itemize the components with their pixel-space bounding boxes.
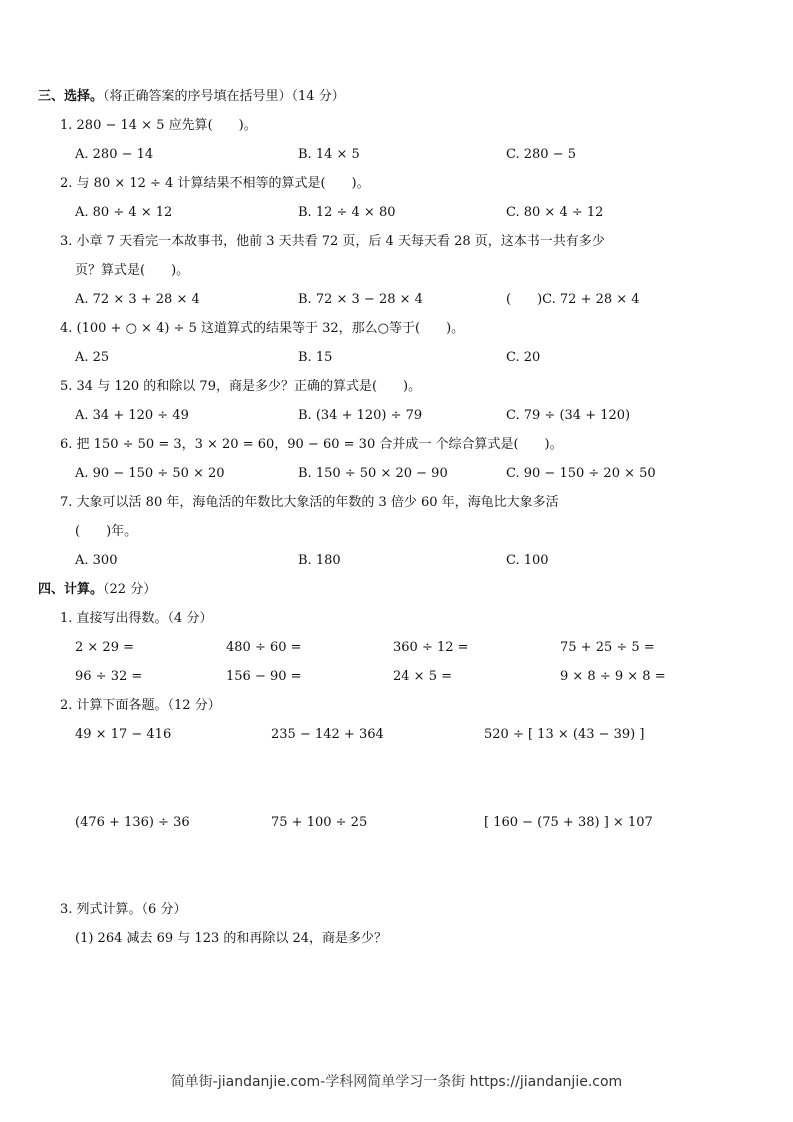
question-2-option-b: B. 12 ÷ 4 × 80	[298, 205, 396, 220]
question-4-stem: 4. (100 + ○ × 4) ÷ 5 这道算式的结果等于 32，那么○等于( )。	[60, 321, 465, 336]
word-problem-1: (1) 264 减去 69 与 123 的和再除以 24，商是多少？	[75, 931, 388, 946]
mental-math-6: 156 − 90 =	[226, 669, 302, 684]
calc-2: 235 − 142 + 364	[271, 727, 384, 742]
question-5-stem: 5. 34 与 120 的和除以 79，商是多少？正确的算式是( )。	[60, 379, 422, 394]
mental-math-2: 480 ÷ 60 =	[226, 640, 302, 655]
question-2-option-c: C. 80 × 4 ÷ 12	[506, 205, 604, 220]
question-1-option-a: A. 280 − 14	[75, 147, 154, 162]
question-7-option-a: A. 300	[75, 553, 118, 568]
question-5-option-a: A. 34 + 120 ÷ 49	[75, 408, 189, 423]
part-1-title: 1. 直接写出得数。（4 分）	[60, 611, 213, 626]
mental-math-5: 96 ÷ 32 =	[75, 669, 143, 684]
question-3-option-a: A. 72 × 3 + 28 × 4	[75, 292, 200, 307]
question-1-option-b: B. 14 × 5	[298, 147, 360, 162]
question-4-option-a: A. 25	[75, 350, 110, 365]
question-4-option-c: C. 20	[506, 350, 541, 365]
question-2-option-a: A. 80 ÷ 4 × 12	[75, 205, 173, 220]
question-5-option-c: C. 79 ÷ (34 + 120)	[506, 408, 631, 423]
part-3-title: 3. 列式计算。（6 分）	[60, 902, 187, 917]
question-7-stem: 7. 大象可以活 80 年，海龟活的年数比大象活的年数的 3 倍少 60 年，海龟比大象多活	[60, 495, 559, 510]
question-4-option-b: B. 15	[298, 350, 333, 365]
section-4-title	[38, 581, 156, 599]
question-7-option-c: C. 100	[506, 553, 549, 568]
page-footer: 简单街-jiandanjie.com-学科网简单学习一条街 https://jiandanjie.com	[170, 1074, 623, 1090]
calc-1: 49 × 17 − 416	[75, 727, 172, 742]
calc-5: 75 + 100 ÷ 25	[271, 815, 368, 830]
mental-math-8: 9 × 8 ÷ 9 × 8 =	[560, 669, 666, 684]
mental-math-4: 75 + 25 ÷ 5 =	[560, 640, 655, 655]
mental-math-7: 24 × 5 =	[393, 669, 452, 684]
section-3-heading: 三、选择。	[38, 89, 104, 104]
question-3-option-b: B. 72 × 3 − 28 × 4	[298, 292, 423, 307]
section-4-heading: 四、计算。	[38, 582, 104, 597]
calc-3: 520 ÷ [ 13 × (43 − 39) ]	[484, 727, 645, 742]
question-5-option-b: B. (34 + 120) ÷ 79	[298, 408, 423, 423]
question-1-option-c: C. 280 − 5	[506, 147, 576, 162]
question-3-stem: 3. 小章 7 天看完一本故事书，他前 3 天共看 72 页，后 4 天每天看 28 页，这本书一共有多少	[60, 234, 605, 249]
section-3-title	[38, 88, 345, 106]
mental-math-3: 360 ÷ 12 =	[393, 640, 469, 655]
section-3-note: （将正确答案的序号填在括号里）（14 分）	[103, 89, 345, 104]
calc-6: [ 160 − (75 + 38) ] × 107	[484, 815, 653, 830]
question-6-stem: 6. 把 150 ÷ 50 = 3，3 × 20 = 60，90 − 60 = 30 合并成一 个综合算式是( )。	[60, 437, 563, 452]
question-7-stem-continued: ( )年。	[75, 524, 138, 539]
question-1-stem: 1. 280 − 14 × 5 应先算( )。	[60, 118, 257, 133]
question-2-stem: 2. 与 80 × 12 ÷ 4 计算结果不相等的算式是( )。	[60, 176, 370, 191]
section-4-note: （22 分）	[103, 582, 157, 597]
question-6-option-c: C. 90 − 150 ÷ 20 × 50	[506, 466, 656, 481]
question-3-option-c: ( )C. 72 + 28 × 4	[506, 292, 640, 307]
calc-4: (476 + 136) ÷ 36	[75, 815, 190, 830]
question-7-option-b: B. 180	[298, 553, 341, 568]
question-6-option-b: B. 150 ÷ 50 × 20 − 90	[298, 466, 448, 481]
question-6-option-a: A. 90 − 150 ÷ 50 × 20	[75, 466, 225, 481]
mental-math-1: 2 × 29 =	[75, 640, 134, 655]
question-3-stem-continued: 页？算式是( )。	[75, 263, 190, 278]
part-2-title: 2. 计算下面各题。（12 分）	[60, 698, 221, 713]
